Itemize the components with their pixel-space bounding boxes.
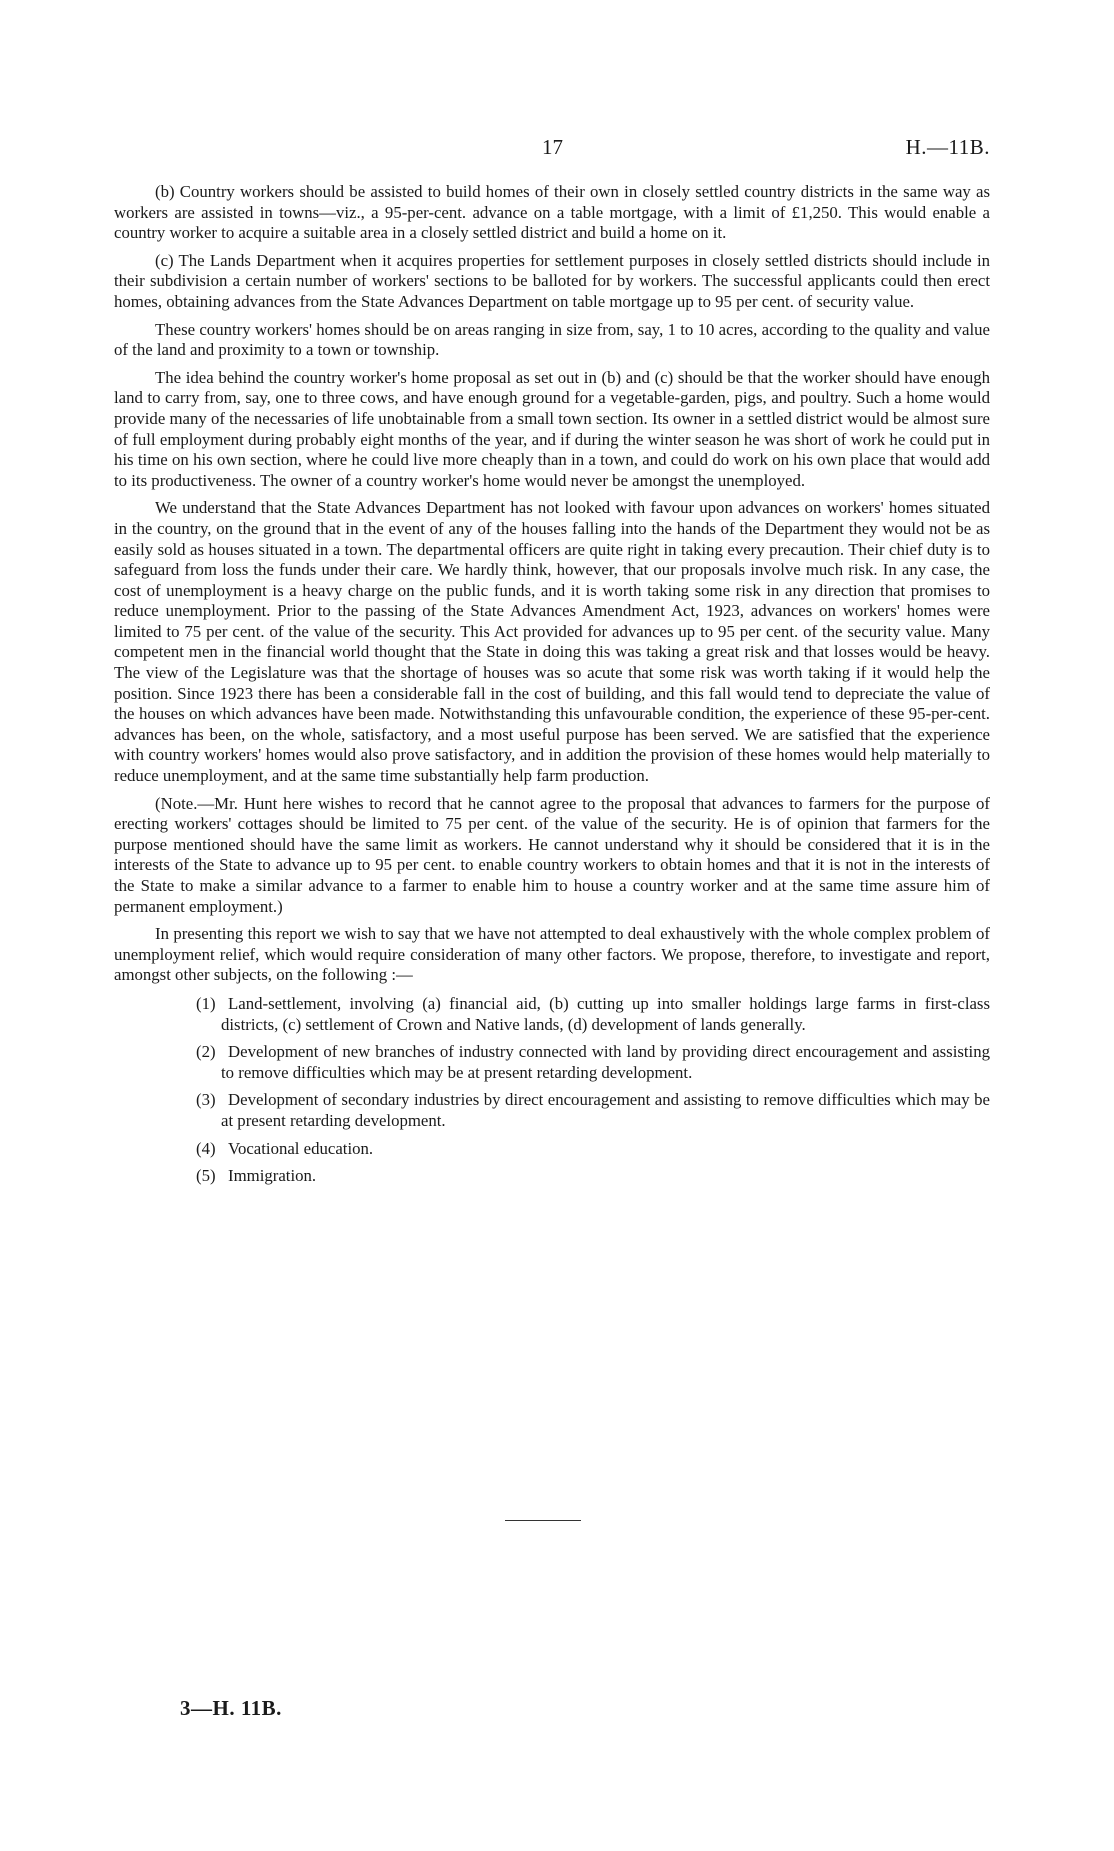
- list-item-number: (1): [196, 993, 216, 1013]
- investigation-subjects-list: [114, 994, 990, 1187]
- list-item-text: Development of secondary industries by direct encouragement and assisting to remove difficulties which may be at present retarding development.: [221, 1090, 990, 1130]
- paragraph-home-proposal-idea: The idea behind the country worker's home proposal as set out in (b) and (c) should be that the worker should have enough land to carry from, say, one to three cows, and have enough ground for a vegetable-garden, pigs, and poultry. Such a home would provide many of the necessaries of life unobtainable from a small town section. Its owner in a settled district would be almost sure of full employment during probably eight months of the year, and if during the winter season he was short of work he could put in his time on his own section, where he could live more cheaply than in a town, and could do work on his own place that would add to its productiveness. The owner of a country worker's home would never be amongst the unemployed.: [114, 367, 990, 490]
- report-body: [114, 182, 990, 1194]
- section-divider: [505, 1520, 581, 1521]
- paragraph-home-area-size: These country workers' homes should be on areas ranging in size from, say, 1 to 10 acres, according to the quality and value of the land and proximity to a town or township.: [114, 319, 990, 360]
- list-item-text: Land-settlement, involving (a) financial aid, (b) cutting up into smaller holdings large farms in first-class districts, (c) settlement of Crown and Native lands, (d) development of lands generally.: [221, 993, 990, 1034]
- paragraph-report-scope: In presenting this report we wish to say that we have not attempted to deal exhaustively with the whole complex problem of unemployment relief, which would require consideration of many other factors. We propose, therefore, to investigate and report, amongst other subjects, on the following :—: [114, 924, 990, 985]
- list-item-number: (2): [196, 1042, 216, 1062]
- paragraph-country-workers-b: (b) Country workers should be assisted to build homes of their own in closely settled country districts in the same way as workers are assisted in towns—viz., a 95-per-cent. advance on a table mortgage, with a limit of £1,250. This would enable a country worker to acquire a suitable area in a closely settled district and build a home on it.: [114, 182, 990, 243]
- list-item: [114, 994, 990, 1035]
- list-item: [114, 1166, 990, 1187]
- list-item-text: Immigration.: [228, 1166, 317, 1186]
- list-item: [114, 1042, 990, 1083]
- list-item-number: (3): [196, 1090, 216, 1110]
- paragraph-hunt-note: (Note.—Mr. Hunt here wishes to record that he cannot agree to the proposal that advances to farmers for the purpose of erecting workers' cottages should be limited to 75 per cent. of the value of the security. He is of opinion that farmers for the purpose mentioned should have the same limit as workers. He cannot understand why it should be considered that it is in the interests of the State to advance up to 95 per cent. to enable country workers to obtain homes and that it is not in the interests of the State to make a similar advance to a farmer to enable him to house a country worker and at the same time assure him of permanent employment.): [114, 793, 990, 916]
- list-item: [114, 1139, 990, 1160]
- list-item-number: (4): [196, 1138, 216, 1158]
- signature-reference: 3—H. 11B.: [180, 1696, 282, 1720]
- document-reference: H.—11B.: [905, 135, 990, 159]
- paragraph-state-advances: We understand that the State Advances Department has not looked with favour upon advances on workers' homes situated in the country, on the ground that in the event of any of the houses falling into the hands of the Department they would not be as easily sold as houses situated in a town. The departmental officers are quite right in taking every precaution. Their chief duty is to safeguard from loss the funds under their care. We hardly think, however, that our proposals involve much risk. In any case, the cost of unemployment is a heavy charge on the public funds, and it is worth taking some risk in any direction that promises to reduce unemployment. Prior to the passing of the State Advances Amendment Act, 1923, advances on workers' homes were limited to 75 per cent. of the value of the security. This Act provided for advances up to 95 per cent. of the security value. Many competent men in the financial world thought that the State in doing this was taking a great risk and that losses would be heavy. The view of the Legislature was that the shortage of houses was so acute that some risk was worth taking if it would help the position. Since 1923 there has been a considerable fall in the cost of building, and this fall would tend to depreciate the value of the houses on which advances have been made. Notwithstanding this unfavourable condition, the experience of these 95-per-cent. advances has been, on the whole, satisfactory, and a most useful purpose has been served. We are satisfied that the experience with country workers' homes would also prove satisfactory, and in addition the provision of these homes would help materially to reduce unemployment, and at the same time substantially help farm production.: [114, 498, 990, 786]
- list-item: [114, 1090, 990, 1131]
- list-item-text: Vocational education.: [228, 1138, 374, 1158]
- paragraph-lands-department-c: (c) The Lands Department when it acquires properties for settlement purposes in closely settled districts should include in their subdivision a certain number of workers' sections to be balloted for by workers. The successful applicants could then erect homes, obtaining advances from the State Advances Department on table mortgage up to 95 per cent. of security value.: [114, 250, 990, 311]
- page-header: [115, 135, 990, 163]
- page-number: 17: [542, 135, 563, 159]
- list-item-text: Development of new branches of industry connected with land by providing direct encouragement and assisting to remove difficulties which may be at present retarding development.: [221, 1042, 990, 1082]
- list-item-number: (5): [196, 1166, 216, 1186]
